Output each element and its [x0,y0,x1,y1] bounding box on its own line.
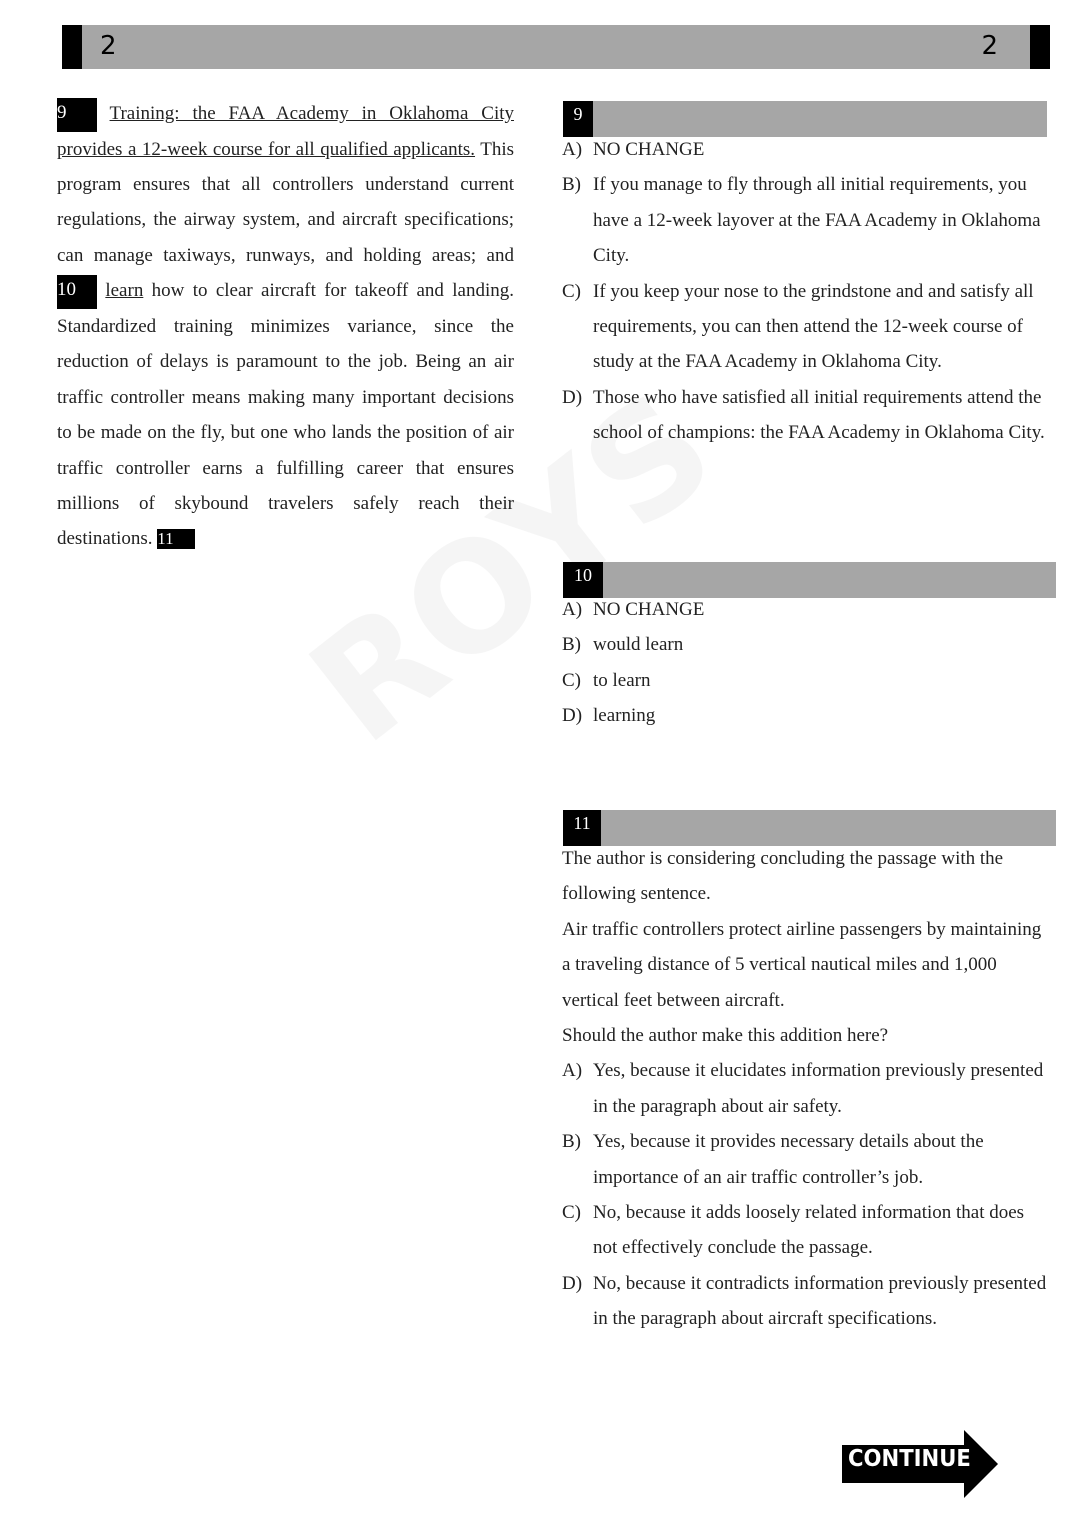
question-block-9 [562,132,1060,451]
option-9-b[interactable]: B) If you manage to fly through all initial requirements, you have a 12-week layover at the FAA Academy in Oklahoma City. [562,174,1041,267]
option-9-d[interactable]: D) Those who have satisfied all initial requirements attend the school of champions: the FAA Academy in Oklahoma City. [562,386,1045,444]
option-10-a[interactable]: A) NO CHANGE [562,599,705,620]
option-11-c[interactable]: C) No, because it adds loosely related information that does not effectively conclude the passage. [562,1202,1025,1259]
option-11-d[interactable]: D) No, because it contradicts information previously presented in the paragraph about aircraft specifications. [562,1272,1047,1330]
continue-button[interactable] [842,1430,1000,1500]
question-marker-10[interactable]: 10 [57,275,97,309]
option-10-d[interactable]: D) learning [562,705,656,727]
question-number-9: 9 [563,101,593,137]
option-9-c[interactable]: C) If you keep your nose to the grindstone and and satisfy all requirements, you can then attend the 12-week course of study at the FAA Academy in Oklahoma City. [562,280,1034,373]
passage-text-2: how to clear aircraft for takeoff and landing. Standardized training minimizes variance, since the reduction of delays is paramount to the job. Being an air traffic controller means making many important decisions to be made on the fly, but one who lands the position of air traffic controller earns a fulfilling career that ensures millions of skybound travelers safely reach their destinations. [57,280,515,550]
continue-label: CONTINUE [848,1446,971,1472]
option-9-a[interactable]: A) NO CHANGE [562,139,705,160]
page-number-right: 2 [981,31,998,61]
proposed-sentence: Air traffic controllers protect airline passengers by maintaining a traveling distance of 5 vertical nautical miles and 1,000 vertical feet between aircraft. [562,918,1042,1011]
header-left-block [62,25,82,69]
passage-text-1: This program ensures that all controllers understand current regulations, the airway system, and aircraft specifications; can manage taxiways, runways, and holding areas; and [57,138,514,266]
stem-question: Should the author make this addition here? [562,1025,889,1047]
option-10-c[interactable]: C) to learn [562,669,651,691]
underlined-sentence-9: Training: the FAA Academy in Oklahoma City provides a 12-week course for all qualified applicants. [57,103,514,160]
underlined-word-10: learn [105,280,144,302]
question-block-10 [562,592,1060,734]
question-number-11: 11 [563,810,601,846]
page-number-left: 2 [100,31,117,61]
option-10-b[interactable]: B) would learn [562,634,684,656]
question-block-11 [562,841,1052,1337]
question-marker-9[interactable]: 9 [57,98,97,132]
question-marker-11[interactable]: 11 [157,529,195,549]
option-11-a[interactable]: A) Yes, because it elucidates information previously presented in the paragraph about air safety. [562,1060,1044,1117]
option-11-b[interactable]: B) Yes, because it provides necessary details about the importance of an air traffic controller’s job. [562,1131,984,1188]
header-right-block [1030,25,1050,69]
passage [57,96,514,557]
stem-line: The author is considering concluding the passage with the following sentence. [562,848,1004,905]
question-11-stem [562,841,1052,1053]
question-number-10: 10 [563,562,603,598]
page-header [62,25,1050,69]
